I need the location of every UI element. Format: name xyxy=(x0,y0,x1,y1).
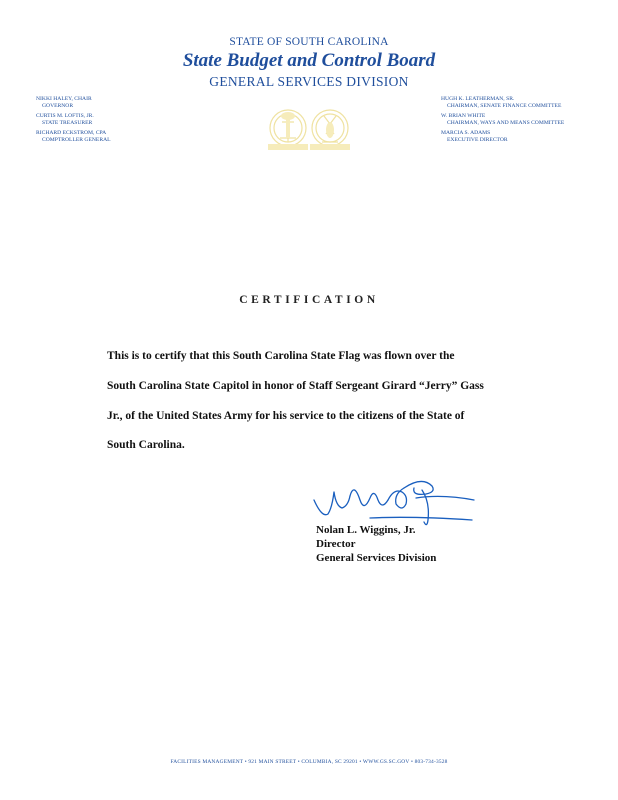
signature-block xyxy=(316,523,436,565)
state-seal-icon xyxy=(264,98,354,160)
signatory-title: Director xyxy=(316,538,356,550)
officer-entry xyxy=(441,96,564,109)
certification-line: This is to certify that this South Carolina State Flag was flown over the xyxy=(107,350,455,362)
officer-title: STATE TREASURER xyxy=(42,119,93,126)
officer-entry xyxy=(36,113,111,126)
officer-entry xyxy=(36,130,111,143)
officer-title: CHAIRMAN, WAYS AND MEANS COMMITTEE xyxy=(447,119,565,126)
signatory-name: Nolan L. Wiggins, Jr. xyxy=(316,524,416,536)
board-name: State Budget and Control Board xyxy=(182,50,436,71)
signatory-division: General Services Division xyxy=(316,552,437,564)
officer-entry xyxy=(36,96,111,109)
officer-name: NIKKI HALEY, CHAIR xyxy=(36,96,92,102)
officer-entry xyxy=(441,130,564,143)
certification-line: Jr., of the United States Army for his service to the citizens of the State of xyxy=(107,410,465,422)
footer-address: FACILITIES MANAGEMENT • 921 MAIN STREET • COLUMBIA, SC 29201 • WWW.GS.SC.GOV • 803-734-3528 xyxy=(170,759,448,765)
state-name: STATE OF SOUTH CAROLINA xyxy=(229,36,389,48)
officer-title: EXECUTIVE DIRECTOR xyxy=(447,136,508,143)
officers-left-list xyxy=(36,96,111,148)
officer-title: COMPTROLLER GENERAL xyxy=(42,136,111,143)
certification-line: South Carolina. xyxy=(107,439,185,451)
officer-entry xyxy=(441,113,564,126)
division-name: GENERAL SERVICES DIVISION xyxy=(209,74,409,89)
officer-name: RICHARD ECKSTROM, CPA xyxy=(36,130,107,137)
officer-title: GOVERNOR xyxy=(42,102,74,109)
certification-title: CERTIFICATION xyxy=(239,294,379,306)
officer-name: HUGH K. LEATHERMAN, SR. xyxy=(441,96,515,102)
officers-right-list xyxy=(441,96,564,148)
officer-name: W. BRIAN WHITE xyxy=(441,113,486,120)
officer-name: MARCIA S. ADAMS xyxy=(441,130,491,137)
officer-name: CURTIS M. LOFTIS, JR. xyxy=(36,113,94,120)
certification-line: South Carolina State Capitol in honor of Staff Sergeant Girard “Jerry” Gass xyxy=(107,380,484,392)
officer-title: CHAIRMAN, SENATE FINANCE COMMITTEE xyxy=(447,102,562,109)
